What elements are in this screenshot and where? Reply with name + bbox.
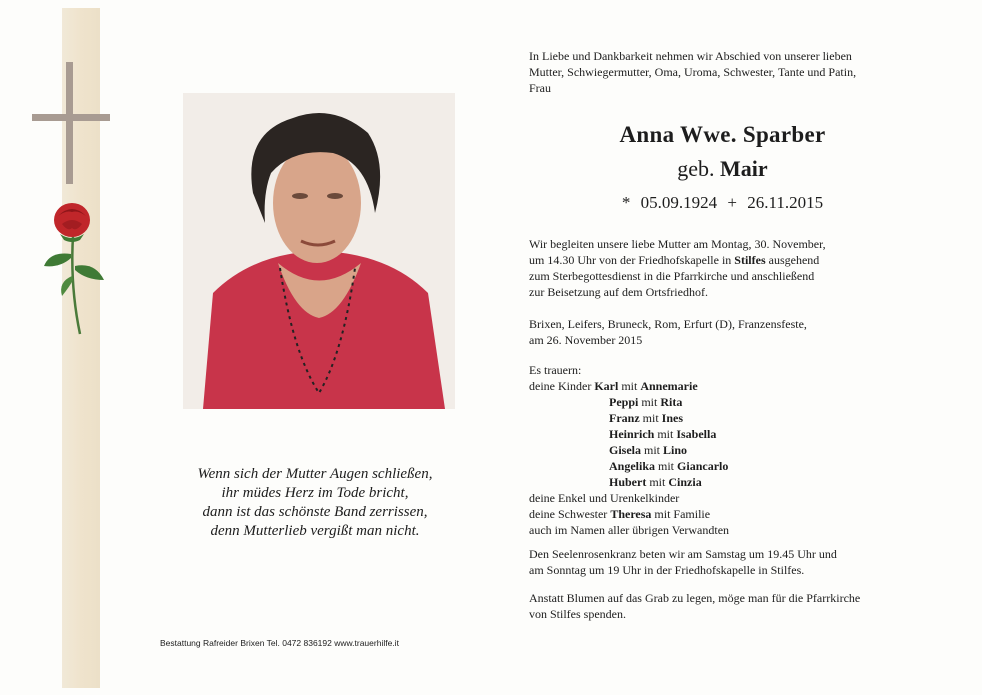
sister-name: Theresa (610, 507, 652, 521)
list-item (529, 394, 949, 410)
poem-line: denn Mutterlieb vergißt man nicht. (210, 523, 420, 539)
child-name: Gisela (609, 443, 641, 457)
service-line: zur Beisetzung auf dem Ortsfriedhof. (529, 285, 708, 299)
service-paragraph (529, 236, 929, 300)
child-name: Angelika (609, 459, 656, 473)
sister-prefix: deine Schwester (529, 507, 611, 521)
partner-name: Lino (663, 443, 688, 457)
child-name: Peppi (609, 395, 639, 409)
poem-line: Wenn sich der Mutter Augen schließen, (197, 466, 433, 482)
partner-name: Cinzia (668, 475, 702, 489)
donation-line: von Stilfes spenden. (529, 607, 626, 621)
maiden-name (550, 156, 895, 182)
intro-line: In Liebe und Dankbarkeit nehmen wir Abschied von unserer lieben (529, 49, 852, 63)
poem-line: dann ist das schönste Band zerrissen, (202, 504, 428, 520)
cross-icon (66, 62, 73, 184)
geb-prefix: geb. (677, 156, 715, 181)
child-name: Hubert (609, 475, 647, 489)
place-date (529, 316, 929, 348)
donation-paragraph (529, 590, 949, 622)
mit-word: mit (618, 379, 641, 393)
partner-name: Giancarlo (677, 459, 729, 473)
mit-word: mit (655, 459, 678, 473)
mit-word: mit (638, 395, 661, 409)
donation-line: Anstatt Blumen auf das Grab zu legen, möge man für die Pfarrkirche (529, 591, 861, 605)
poem-line: ihr müdes Herz im Tode bricht, (221, 485, 409, 501)
list-item (529, 410, 949, 426)
mourners-heading: Es trauern: (529, 363, 582, 377)
service-place: Stilfes (734, 253, 766, 267)
cross-bar (32, 114, 110, 121)
service-line (529, 252, 929, 268)
death-date: + 26.11.2015 (727, 193, 824, 212)
rosary-paragraph (529, 546, 949, 578)
deceased-name: Anna Wwe. Sparber (619, 122, 826, 147)
mit-word: mit (646, 475, 669, 489)
footer-funeral-home: Bestattung Rafreider Brixen Tel. 0472 836192 www.trauerhilfe.it (160, 638, 399, 648)
service-text: ausgehend (765, 253, 820, 267)
service-line: Wir begleiten unsere liebe Mutter am Montag, 30. November, (529, 237, 826, 251)
child-name: Karl (594, 379, 619, 393)
list-item (529, 378, 949, 394)
mit-word: mit (641, 443, 664, 457)
mit-word: mit (654, 427, 677, 441)
child-name: Heinrich (609, 427, 655, 441)
list-item (529, 506, 949, 522)
birth-date: * 05.09.1924 (621, 193, 718, 212)
life-dates (550, 193, 895, 213)
rose-icon (40, 196, 110, 336)
poem (150, 465, 480, 541)
intro-text (529, 48, 939, 96)
rosary-line: am Sonntag um 19 Uhr in der Friedhofskapelle in Stilfes. (529, 563, 805, 577)
list-item (529, 458, 949, 474)
date-line: am 26. November 2015 (529, 333, 643, 347)
list-item (529, 442, 949, 458)
maiden-surname: Mair (720, 156, 768, 181)
list-item (529, 426, 949, 442)
mit-word: mit (639, 411, 662, 425)
child-name: Franz (609, 411, 640, 425)
sister-suffix: mit Familie (651, 507, 711, 521)
intro-line: Mutter, Schwiegermutter, Oma, Uroma, Schwester, Tante und Patin, (529, 65, 857, 79)
partner-name: Rita (660, 395, 683, 409)
list-item (529, 474, 949, 490)
service-line: zum Sterbegottesdienst in die Pfarrkirche und anschließend (529, 269, 815, 283)
portrait-photo (183, 93, 455, 409)
partner-name: Ines (661, 411, 684, 425)
kids-prefix: deine Kinder (529, 379, 595, 393)
list-item: deine Enkel und Urenkelkinder (529, 491, 680, 505)
place-line: Brixen, Leifers, Bruneck, Rom, Erfurt (D), Franzensfeste, (529, 317, 807, 331)
partner-name: Annemarie (640, 379, 698, 393)
intro-line: Frau (529, 81, 551, 95)
rosary-line: Den Seelenrosenkranz beten wir am Samstag um 19.45 Uhr und (529, 547, 837, 561)
list-item: auch im Namen aller übrigen Verwandten (529, 523, 730, 537)
partner-name: Isabella (676, 427, 717, 441)
mourners-list (529, 362, 949, 538)
service-text: um 14.30 Uhr von der Friedhofskapelle in (529, 253, 735, 267)
